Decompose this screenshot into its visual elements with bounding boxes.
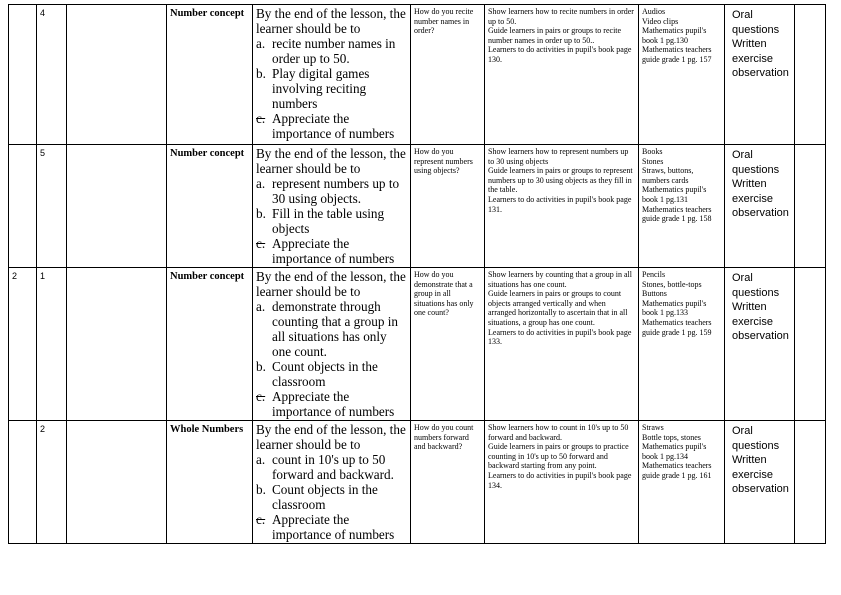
objective-item [256, 66, 407, 111]
assessment-item: Oral questions [732, 272, 780, 299]
lesson-cell [37, 5, 67, 145]
objective-item [256, 482, 407, 512]
resources-item: Straws, buttons, numbers cards [642, 166, 694, 185]
objective-marker: c. [256, 111, 266, 126]
objective-text: Fill in the table using objects [272, 206, 385, 236]
learning-resources-cell [639, 5, 725, 145]
empty-cell [67, 421, 167, 544]
learning-resources-cell [639, 421, 725, 544]
objective-text: Count objects in the classroom [272, 482, 378, 512]
objective-marker: b. [256, 206, 266, 221]
assessment-item: observation [732, 207, 789, 219]
assessment-list [732, 148, 791, 221]
objective-item [256, 111, 407, 141]
resources-item: Buttons [642, 289, 667, 299]
assessment-item: Written exercise [732, 301, 773, 328]
intro-text: By the end of the lesson, the learner should be to [256, 146, 406, 176]
week-cell [9, 268, 37, 421]
activities-list [488, 7, 635, 65]
learning-outcomes-cell [253, 5, 411, 145]
assessment-item: Oral questions [732, 149, 780, 176]
objective-text: Appreciate the importance of numbers [272, 111, 395, 141]
assessment-item: observation [732, 483, 789, 495]
intro-text: By the end of the lesson, the learner should be to [256, 6, 406, 36]
inquiry-text: How do you demonstrate that a group in all situations has only one count? [414, 270, 474, 318]
inquiry-text: How do you count numbers forward and backward? [414, 423, 474, 452]
week-text: 2 [12, 271, 18, 281]
objective-marker: a. [256, 176, 266, 191]
week-cell [9, 145, 37, 268]
empty-cell [67, 5, 167, 145]
intro-text: By the end of the lesson, the learner should be to [256, 422, 406, 452]
objective-marker: c. [256, 512, 266, 527]
lesson-cell [37, 268, 67, 421]
assessment-item: Oral questions [732, 9, 780, 36]
resources-item: Mathematics pupil's book 1 pg.130 [642, 26, 707, 45]
reflection-cell [795, 421, 826, 544]
objectives-list [256, 452, 407, 542]
resources-list [642, 423, 721, 481]
key-inquiry-question-cell [411, 421, 485, 544]
objective-item [256, 176, 407, 206]
strand-cell [167, 268, 253, 421]
assessment-item: Written exercise [732, 454, 773, 481]
activities-list [488, 423, 635, 490]
strand-text: Number concept [170, 148, 245, 159]
empty-cell [67, 145, 167, 268]
objective-text: demonstrate through counting that a group in all situations has only one count. [272, 299, 398, 359]
resources-item: Mathematics teachers guide grade 1 pg. 158 [642, 204, 712, 224]
objective-item [256, 36, 407, 66]
reflection-cell [795, 268, 826, 421]
activities-item: Learners to do activities in pupil's book page 134. [488, 470, 632, 490]
objective-text: Play digital games involving reciting numbers [272, 66, 370, 111]
activities-list [488, 147, 635, 214]
objective-item [256, 389, 407, 419]
resources-list [642, 147, 721, 224]
learning-resources-cell [639, 268, 725, 421]
objective-marker: a. [256, 36, 266, 51]
assessment-item: Oral questions [732, 425, 780, 452]
resources-item: Pencils [642, 270, 666, 279]
activities-item: Show learners how to recite numbers in order up to 50. [488, 7, 634, 26]
activities-list [488, 270, 635, 347]
objective-text: Appreciate the importance of numbers [272, 236, 395, 266]
objectives-list [256, 176, 407, 266]
resources-list [642, 7, 721, 65]
assessment-item: Written exercise [732, 178, 773, 205]
reflection-cell [795, 5, 826, 145]
lesson-cell [37, 145, 67, 268]
lesson-text: 1 [40, 271, 46, 281]
resources-item: Mathematics pupil's book 1 pg.131 [642, 185, 707, 204]
lesson-text: 2 [40, 424, 46, 434]
resources-item: Bottle tops, stones [642, 432, 701, 442]
reflection-cell [795, 145, 826, 268]
strand-text: Whole Numbers [170, 424, 244, 435]
assessment-cell [725, 145, 795, 268]
learning-resources-cell [639, 145, 725, 268]
objective-marker: b. [256, 359, 266, 374]
learning-experiences-cell [485, 421, 639, 544]
activities-item: Guide learners in pairs or groups to practice counting in 10's up to 50 forward and backward starting from any point. [488, 442, 629, 471]
assessment-cell [725, 421, 795, 544]
lesson-text: 4 [40, 8, 46, 18]
resources-item: Mathematics pupil's book 1 pg.133 [642, 298, 707, 318]
week-cell [9, 421, 37, 544]
objective-marker: a. [256, 299, 266, 314]
assessment-list [732, 8, 791, 81]
objective-text: Count objects in the classroom [272, 359, 378, 389]
objective-item [256, 359, 407, 389]
objective-text: recite number names in order up to 50. [272, 36, 396, 66]
strand-cell [167, 5, 253, 145]
activities-item: Guide learners in pairs or groups to count objects arranged vertically and when arranged horizontally to ascertain that in all situations, a group has one count. [488, 289, 628, 327]
activities-item: Learners to do activities in pupil's book page 133. [488, 327, 632, 347]
learning-experiences-cell [485, 145, 639, 268]
objectives-list [256, 36, 407, 141]
activities-item: Guide learners in pairs or groups to represent numbers up to 30 using objects as they fill in the table. [488, 166, 633, 195]
objective-item [256, 452, 407, 482]
learning-outcomes-cell [253, 145, 411, 268]
objective-text: Appreciate the importance of numbers [272, 389, 395, 419]
objective-item [256, 236, 407, 266]
assessment-list [732, 271, 791, 344]
strand-text: Number concept [170, 8, 245, 19]
intro-text: By the end of the lesson, the learner should be to [256, 269, 406, 299]
objective-marker: b. [256, 482, 266, 497]
resources-item: Mathematics pupil's book 1 pg.134 [642, 442, 707, 461]
resources-item: Mathematics teachers guide grade 1 pg. 161 [642, 461, 712, 480]
activities-item: Learners to do activities in pupil's book page 130. [488, 45, 632, 64]
objective-text: Appreciate the importance of numbers [272, 512, 395, 542]
key-inquiry-question-cell [411, 145, 485, 268]
learning-outcomes-cell [253, 268, 411, 421]
inquiry-text: How do you recite number names in order? [414, 7, 474, 36]
inquiry-text: How do you represent numbers using objects? [414, 147, 473, 176]
objective-item [256, 299, 407, 359]
objective-marker: a. [256, 452, 266, 467]
table-row [9, 421, 826, 544]
activities-item: Show learners how to represent numbers up to 30 using objects [488, 147, 629, 166]
activities-item: Learners to do activities in pupil's book page 131. [488, 194, 632, 214]
resources-item: Straws [642, 423, 664, 432]
resources-list [642, 270, 721, 337]
objective-text: represent numbers up to 30 using objects. [272, 176, 400, 206]
strand-cell [167, 145, 253, 268]
objective-item [256, 206, 407, 236]
objective-marker: c. [256, 236, 266, 251]
resources-item: Video clips [642, 16, 679, 26]
key-inquiry-question-cell [411, 5, 485, 145]
objective-item [256, 512, 407, 542]
assessment-item: observation [732, 67, 789, 79]
learning-experiences-cell [485, 268, 639, 421]
lesson-cell [37, 421, 67, 544]
resources-item: Mathematics teachers guide grade 1 pg. 157 [642, 45, 712, 64]
assessment-item: Written exercise [732, 38, 773, 65]
table-row [9, 145, 826, 268]
objective-marker: b. [256, 66, 266, 81]
assessment-item: observation [732, 330, 789, 342]
learning-outcomes-cell [253, 421, 411, 544]
week-cell [9, 5, 37, 145]
table-row [9, 5, 826, 145]
table-row [9, 268, 826, 421]
activities-item: Guide learners in pairs or groups to recite number names in order up to 50.. [488, 26, 622, 45]
activities-item: Show learners by counting that a group in all situations has one count. [488, 270, 632, 289]
resources-item: Stones, bottle-tops [642, 279, 702, 289]
objective-marker: c. [256, 389, 266, 404]
empty-cell [67, 268, 167, 421]
resources-item: Stones [642, 156, 664, 166]
strand-cell [167, 421, 253, 544]
learning-experiences-cell [485, 5, 639, 145]
assessment-cell [725, 268, 795, 421]
strand-text: Number concept [170, 271, 245, 282]
assessment-list [732, 424, 791, 497]
objective-text: count in 10's up to 50 forward and backward. [272, 452, 394, 482]
key-inquiry-question-cell [411, 268, 485, 421]
activities-item: Show learners how to count in 10's up to 50 forward and backward. [488, 423, 629, 442]
resources-item: Books [642, 147, 663, 156]
resources-item: Audios [642, 7, 666, 16]
assessment-cell [725, 5, 795, 145]
lesson-text: 5 [40, 148, 46, 158]
resources-item: Mathematics teachers guide grade 1 pg. 159 [642, 317, 712, 337]
scheme-of-work-table [8, 4, 826, 544]
objectives-list [256, 299, 407, 419]
